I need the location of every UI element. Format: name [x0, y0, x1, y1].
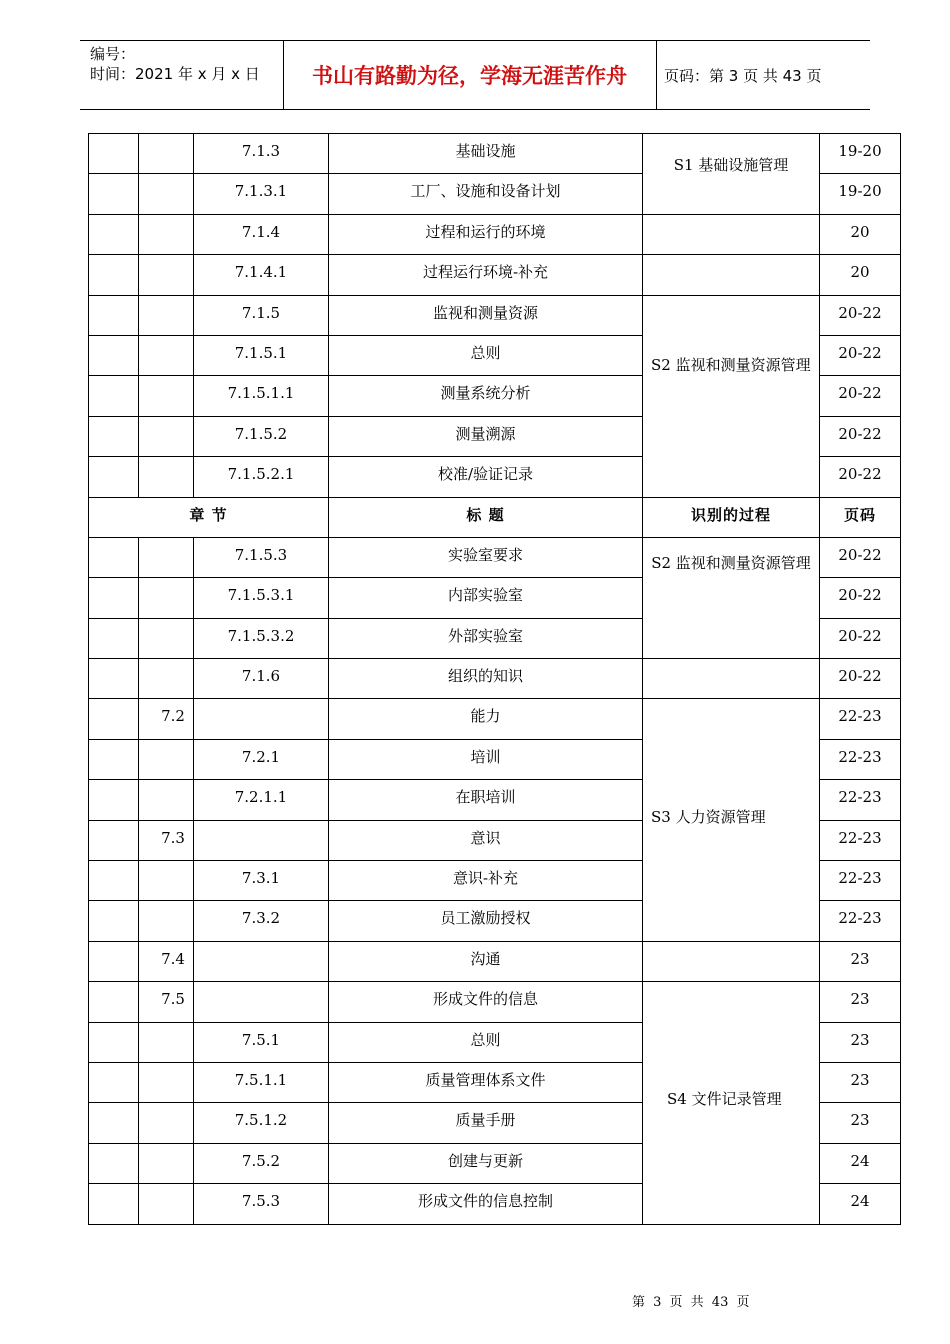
chapter-level1-cell [89, 1062, 139, 1102]
section-title-cell: 质量管理体系文件 [329, 1062, 643, 1102]
process-cell [643, 941, 820, 981]
section-title-cell: 形成文件的信息 [329, 982, 643, 1022]
page-cell: 23 [820, 1062, 901, 1102]
chapter-level1-cell [89, 295, 139, 335]
chapter-level2-cell [139, 174, 194, 214]
chapter-level2-cell: 7.4 [139, 941, 194, 981]
header-meta [90, 44, 260, 84]
chapter-level1-cell [89, 174, 139, 214]
page-cell: 22-23 [820, 901, 901, 941]
process-cell [643, 214, 820, 254]
chapter-level2-cell [139, 739, 194, 779]
section-title-cell: 外部实验室 [329, 618, 643, 658]
chapter-level2-cell [139, 295, 194, 335]
page-cell: 23 [820, 1103, 901, 1143]
chapter-level2-cell [139, 780, 194, 820]
section-number-cell: 7.5.1.1 [194, 1062, 329, 1102]
page-cell: 20-22 [820, 416, 901, 456]
page-cell: 22-23 [820, 780, 901, 820]
table-row [89, 214, 901, 254]
table-row [89, 941, 901, 981]
chapter-level1-cell [89, 941, 139, 981]
section-title-cell: 工厂、设施和设备计划 [329, 174, 643, 214]
page-cell: 20 [820, 214, 901, 254]
chapter-level1-cell [89, 820, 139, 860]
page-cell: 20-22 [820, 659, 901, 699]
section-title-cell: 监视和测量资源 [329, 295, 643, 335]
chapter-level2-cell [139, 578, 194, 618]
section-title-cell: 意识-补充 [329, 861, 643, 901]
table-row [89, 134, 901, 174]
chapter-level2-cell [139, 1143, 194, 1183]
chapter-level2-cell [139, 457, 194, 497]
section-number-cell: 7.1.5.2 [194, 416, 329, 456]
page-cell: 20-22 [820, 578, 901, 618]
chapter-level1-cell [89, 1143, 139, 1183]
section-title-cell: 校准/验证记录 [329, 457, 643, 497]
page-footer: 第 3 页 共 43 页 [632, 1295, 750, 1310]
process-cell: S4 文件记录管理 [643, 982, 820, 1224]
page-cell: 23 [820, 1022, 901, 1062]
section-title-cell: 内部实验室 [329, 578, 643, 618]
page-cell: 22-23 [820, 739, 901, 779]
chapter-level1-cell [89, 982, 139, 1022]
page-cell: 20-22 [820, 537, 901, 577]
section-number-cell: 7.5.1.2 [194, 1103, 329, 1143]
document-time-label: 时间：2021 年 x 月 x 日 [90, 65, 260, 83]
chapter-level2-cell: 7.5 [139, 982, 194, 1022]
chapter-level2-cell [139, 255, 194, 295]
section-number-cell [194, 941, 329, 981]
section-number-cell: 7.5.2 [194, 1143, 329, 1183]
process-cell: S3 人力资源管理 [643, 699, 820, 941]
section-title-cell: 测量系统分析 [329, 376, 643, 416]
chapter-level2-cell [139, 214, 194, 254]
section-title-cell: 测量溯源 [329, 416, 643, 456]
section-number-cell: 7.1.6 [194, 659, 329, 699]
page-cell: 23 [820, 941, 901, 981]
chapter-level1-cell [89, 1022, 139, 1062]
table-row [89, 295, 901, 335]
chapter-level2-cell: 7.2 [139, 699, 194, 739]
chapter-level2-cell [139, 376, 194, 416]
chapter-level2-cell [139, 416, 194, 456]
toc-table [88, 133, 901, 1225]
header-divider [656, 41, 657, 109]
column-header-page: 页码 [820, 497, 901, 537]
chapter-level1-cell [89, 214, 139, 254]
chapter-level2-cell [139, 537, 194, 577]
section-number-cell: 7.1.4.1 [194, 255, 329, 295]
section-title-cell: 在职培训 [329, 780, 643, 820]
chapter-level1-cell [89, 780, 139, 820]
column-header-title: 标 题 [329, 497, 643, 537]
table-row [89, 659, 901, 699]
chapter-level1-cell [89, 537, 139, 577]
page-cell: 19-20 [820, 134, 901, 174]
page-cell: 22-23 [820, 699, 901, 739]
chapter-level2-cell [139, 1022, 194, 1062]
table-row [89, 699, 901, 739]
chapter-level2-cell [139, 335, 194, 375]
section-number-cell: 7.1.5.2.1 [194, 457, 329, 497]
chapter-level2-cell: 7.3 [139, 820, 194, 860]
page-cell: 20-22 [820, 457, 901, 497]
section-number-cell: 7.1.5 [194, 295, 329, 335]
process-cell [643, 255, 820, 295]
chapter-level1-cell [89, 901, 139, 941]
column-header-process: 识别的过程 [643, 497, 820, 537]
chapter-level1-cell [89, 659, 139, 699]
section-number-cell: 7.1.5.1 [194, 335, 329, 375]
section-title-cell: 过程和运行的环境 [329, 214, 643, 254]
page-cell: 20-22 [820, 335, 901, 375]
page-cell: 23 [820, 982, 901, 1022]
section-number-cell: 7.5.1 [194, 1022, 329, 1062]
section-number-cell: 7.3.2 [194, 901, 329, 941]
chapter-level1-cell [89, 1103, 139, 1143]
section-title-cell: 组织的知识 [329, 659, 643, 699]
chapter-level1-cell [89, 618, 139, 658]
chapter-level1-cell [89, 335, 139, 375]
chapter-level1-cell [89, 861, 139, 901]
process-cell: S1 基础设施管理 [643, 134, 820, 215]
page-cell: 20-22 [820, 376, 901, 416]
section-number-cell: 7.2.1.1 [194, 780, 329, 820]
chapter-level1-cell [89, 255, 139, 295]
section-title-cell: 总则 [329, 335, 643, 375]
section-title-cell: 基础设施 [329, 134, 643, 174]
chapter-level1-cell [89, 457, 139, 497]
section-number-cell: 7.1.3.1 [194, 174, 329, 214]
section-number-cell: 7.1.5.1.1 [194, 376, 329, 416]
chapter-level1-cell [89, 578, 139, 618]
section-number-cell [194, 982, 329, 1022]
page-cell: 22-23 [820, 820, 901, 860]
section-title-cell: 培训 [329, 739, 643, 779]
section-title-cell: 能力 [329, 699, 643, 739]
section-number-cell: 7.5.3 [194, 1184, 329, 1224]
section-number-cell: 7.1.3 [194, 134, 329, 174]
header-page-number: 页码：第 3 页 共 43 页 [664, 66, 822, 85]
section-number-cell: 7.1.4 [194, 214, 329, 254]
page-cell: 19-20 [820, 174, 901, 214]
chapter-level1-cell [89, 739, 139, 779]
chapter-level1-cell [89, 699, 139, 739]
table-row [89, 537, 901, 577]
chapter-level2-cell [139, 659, 194, 699]
chapter-level1-cell [89, 1184, 139, 1224]
process-cell: S2 监视和测量资源管理 [643, 537, 820, 658]
section-title-cell: 总则 [329, 1022, 643, 1062]
chapter-level2-cell [139, 1103, 194, 1143]
process-cell: S2 监视和测量资源管理 [643, 295, 820, 497]
section-number-cell [194, 699, 329, 739]
table-row [89, 255, 901, 295]
section-title-cell: 质量手册 [329, 1103, 643, 1143]
header-motto: 书山有路勤为径，学海无涯苦作舟 [312, 64, 627, 88]
table-header-row [89, 497, 901, 537]
section-title-cell: 创建与更新 [329, 1143, 643, 1183]
chapter-level2-cell [139, 1184, 194, 1224]
chapter-level2-cell [139, 901, 194, 941]
section-number-cell: 7.1.5.3.1 [194, 578, 329, 618]
page-cell: 20-22 [820, 295, 901, 335]
table-row [89, 982, 901, 1022]
section-title-cell: 员工激励授权 [329, 901, 643, 941]
section-title-cell: 实验室要求 [329, 537, 643, 577]
page-cell: 20-22 [820, 618, 901, 658]
column-header-chapter: 章 节 [89, 497, 329, 537]
page-cell: 22-23 [820, 861, 901, 901]
document-number-label: 编号： [90, 45, 136, 63]
section-number-cell: 7.3.1 [194, 861, 329, 901]
chapter-level2-cell [139, 1062, 194, 1102]
chapter-level2-cell [139, 618, 194, 658]
section-title-cell: 形成文件的信息控制 [329, 1184, 643, 1224]
chapter-level1-cell [89, 376, 139, 416]
section-number-cell [194, 820, 329, 860]
chapter-level2-cell [139, 861, 194, 901]
page-header [80, 40, 870, 110]
chapter-level2-cell [139, 134, 194, 174]
process-cell [643, 659, 820, 699]
page-cell: 24 [820, 1143, 901, 1183]
page-cell: 24 [820, 1184, 901, 1224]
section-title-cell: 意识 [329, 820, 643, 860]
section-title-cell: 沟通 [329, 941, 643, 981]
section-title-cell: 过程运行环境-补充 [329, 255, 643, 295]
section-number-cell: 7.1.5.3 [194, 537, 329, 577]
chapter-level1-cell [89, 416, 139, 456]
chapter-level1-cell [89, 134, 139, 174]
toc-table-body [89, 134, 901, 1225]
section-number-cell: 7.2.1 [194, 739, 329, 779]
page-cell: 20 [820, 255, 901, 295]
section-number-cell: 7.1.5.3.2 [194, 618, 329, 658]
